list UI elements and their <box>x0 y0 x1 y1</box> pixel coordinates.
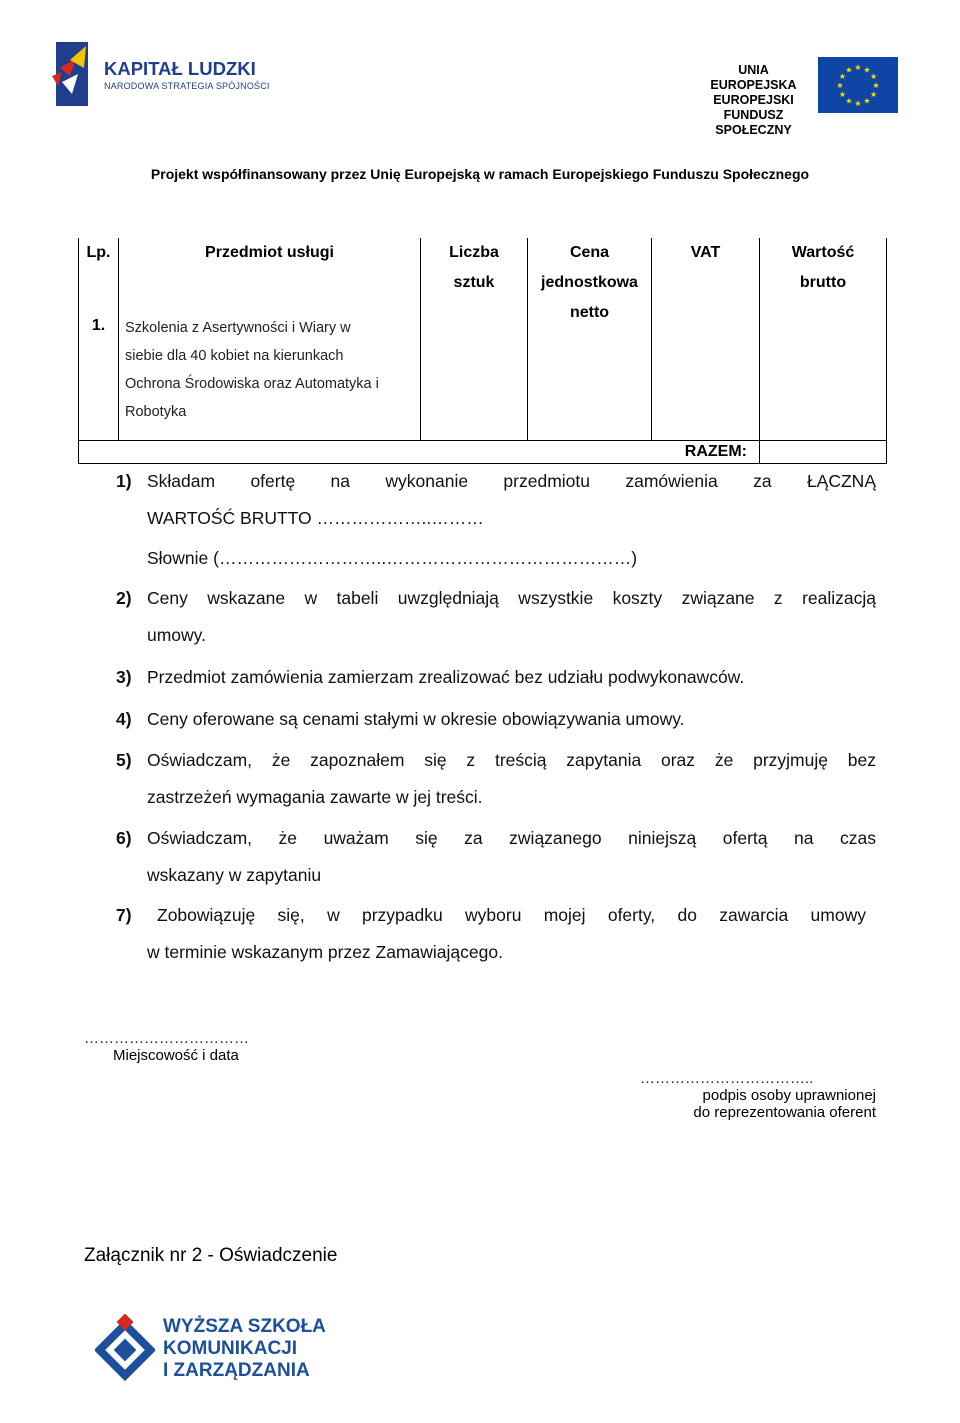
statement-line: zastrzeżeń wymagania zawarte w jej treści. <box>147 787 483 807</box>
eu-social-fund-logo <box>690 55 905 137</box>
eu-star-icon: ★ <box>863 96 871 106</box>
eu-line-1: UNIA EUROPEJSKA <box>710 63 797 92</box>
statement-line: Słownie (………………………..……………………………………) <box>147 548 638 568</box>
total-value <box>760 441 887 464</box>
statement-line: WARTOŚĆ BRUTTO ………………..……… <box>147 508 484 528</box>
eu-star-icon: ★ <box>845 96 853 106</box>
wskiz-logo <box>95 1312 355 1392</box>
kapital-ludzki-logo <box>48 38 278 110</box>
statement-7 <box>116 897 866 971</box>
statement-line: w terminie wskazanym przez Zamawiającego. <box>147 942 503 962</box>
place-date-label: Miejscowość i data <box>113 1047 239 1064</box>
statement-number: 6) <box>116 828 132 848</box>
eu-line-3: FUNDUSZ SPOŁECZNY <box>715 108 792 137</box>
statement-3 <box>116 659 876 696</box>
row-lp: 1. <box>79 328 119 441</box>
statement-number: 4) <box>116 709 132 729</box>
eu-star-icon: ★ <box>854 63 862 72</box>
wskiz-emblem-icon <box>95 1314 155 1384</box>
statement-line: umowy. <box>147 625 206 645</box>
row-vat <box>652 328 760 441</box>
signature-line-1: podpis osoby uprawnionej <box>702 1087 876 1104</box>
header-gross-value: Wartość brutto <box>760 238 887 328</box>
row-subject <box>119 314 421 427</box>
statement-5 <box>116 742 876 816</box>
statement-text: Zobowiązuję się, w przypadku wyboru mojej oferty, do zawarcia umowy <box>157 905 866 925</box>
pricing-table <box>78 238 887 464</box>
statement-text: Oświadczam, że zapoznałem się z treścią zapytania oraz że przyjmuję bez <box>147 750 876 770</box>
statement-text: Składam ofertę na wykonanie przedmiotu zamówienia za ŁĄCZNĄ <box>147 471 876 491</box>
eu-star-icon: ★ <box>872 81 880 90</box>
total-label: RAZEM: <box>79 441 760 464</box>
header-quantity: Liczba sztuk <box>421 238 528 328</box>
signature-dots: …………………………….. <box>640 1070 814 1087</box>
eu-star-icon: ★ <box>870 72 878 81</box>
statement-line: wskazany w zapytaniu <box>147 865 322 885</box>
eu-star-icon: ★ <box>870 90 878 99</box>
row-subject-line: Ochrona Środowiska oraz Automatyka i <box>125 376 379 392</box>
attachment-title: Załącznik nr 2 - Oświadczenie <box>84 1245 338 1266</box>
header-unit-price: Cena jednostkowa netto <box>528 238 652 328</box>
row-unit-price <box>528 328 652 441</box>
cofinancing-statement: Projekt współfinansowany przez Unię Europejską w ramach Europejskiego Funduszu Społecznego <box>150 166 810 182</box>
header-subject: Przedmiot usługi <box>119 238 421 328</box>
row-quantity <box>421 328 528 441</box>
statement-text: Oświadczam, że uważam się za związanego niniejszą ofertą na czas <box>147 828 876 848</box>
statement-4 <box>116 701 876 738</box>
eu-line-2: EUROPEJSKI <box>713 93 794 107</box>
signature-label <box>693 1087 876 1121</box>
statement-number: 5) <box>116 750 132 770</box>
eu-star-icon: ★ <box>838 90 846 99</box>
eu-star-icon: ★ <box>863 65 871 75</box>
kapital-ludzki-subtitle: NARODOWA STRATEGIA SPÓJNOŚCI <box>104 81 270 91</box>
wskiz-name: WYŻSZA SZKOŁA KOMUNIKACJI I ZARZĄDZANIA <box>163 1316 326 1381</box>
statement-text: Ceny oferowane są cenami stałymi w okresie obowiązywania umowy. <box>147 709 685 729</box>
statement-1 <box>116 463 876 577</box>
statement-2 <box>116 580 876 654</box>
eu-flag-icon <box>818 57 898 113</box>
statement-text: Przedmiot zamówienia zamierzam zrealizować bez udziału podwykonawców. <box>147 667 745 687</box>
header-vat: VAT <box>652 238 760 328</box>
row-subject-line: siebie dla 40 kobiet na kierunkach <box>125 348 344 364</box>
header-lp: Lp. <box>79 238 119 328</box>
row-subject-line: Robotyka <box>125 404 187 420</box>
eu-star-icon: ★ <box>854 99 862 108</box>
statement-6 <box>116 820 876 894</box>
eu-logo-text <box>696 63 811 138</box>
eu-star-icon: ★ <box>845 65 853 75</box>
eu-star-icon: ★ <box>838 72 846 81</box>
kapital-ludzki-title: KAPITAŁ LUDZKI <box>104 58 256 79</box>
row-subject-line: Szkolenia z Asertywności i Wiary w <box>125 320 351 336</box>
statement-number: 1) <box>116 471 132 491</box>
eu-star-icon: ★ <box>836 81 844 90</box>
statement-number: 2) <box>116 588 132 608</box>
place-date-dots: …………………………… <box>84 1030 249 1047</box>
statement-number: 3) <box>116 667 132 687</box>
statement-text: Ceny wskazane w tabeli uwzględniają wszystkie koszty związane z realizacją <box>147 588 876 608</box>
statement-number: 7) <box>116 905 132 925</box>
row-gross-value <box>760 328 887 441</box>
signature-line-2: do reprezentowania oferent <box>693 1104 876 1121</box>
